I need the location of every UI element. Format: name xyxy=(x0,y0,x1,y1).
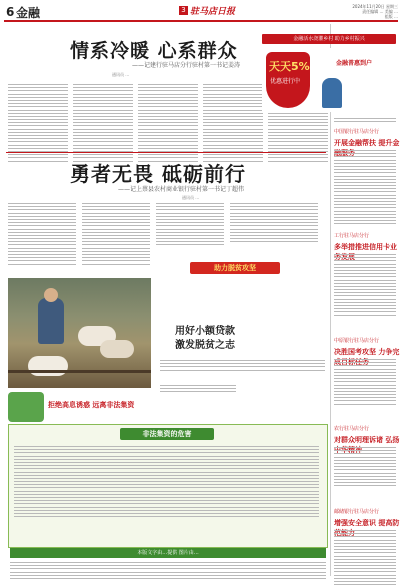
story3-tag: 中原银行驻马店分行 xyxy=(334,338,380,344)
article2-title: 勇者无畏 砥砺前行 xyxy=(70,162,246,186)
photo-goat-2 xyxy=(100,340,134,358)
photo-person xyxy=(38,298,64,344)
header-date: 2024年11月20日 星期三 责任编辑 … 美编 … 组版 … xyxy=(352,4,398,19)
feature-title: 用好小额贷款 激发脱贫之志 xyxy=(175,326,235,351)
story5-title: 增强安全意识 提高防 xyxy=(334,519,400,527)
sidebar-promo xyxy=(262,48,396,112)
notice-footer: 本版文字由…提供 图片由… xyxy=(10,548,326,558)
photo-goat-3 xyxy=(28,356,68,376)
feature-body-col1 xyxy=(160,385,236,395)
notice-bottom-text xyxy=(10,562,326,581)
article1-byline: 通讯员 … xyxy=(112,72,130,77)
story4-tag: 农行驻马店分行 xyxy=(334,426,370,432)
header-rule xyxy=(4,20,398,22)
promo-person xyxy=(322,78,342,108)
article1-subtitle: ——记建行驻马店分行驻村第一书记姜涛 xyxy=(132,62,241,69)
story3-title: 决胜国考攻坚 力争完 xyxy=(334,348,400,356)
ribbon-banner: 助力脱贫攻坚 xyxy=(190,262,280,274)
article2-body-col4 xyxy=(230,203,318,244)
photo-person-head xyxy=(44,288,58,302)
photo-caption xyxy=(160,360,325,373)
story4-title: 对群众明理诉诸 弘扬 xyxy=(334,436,400,444)
article2-byline: 通讯员 … xyxy=(182,195,200,200)
article1-title: 情系冷暖 心系群众 xyxy=(70,40,238,62)
promo-text: 天天5% xyxy=(269,60,310,73)
sidebar-banner: 金融活水浇灌乡村 助力乡村振兴 xyxy=(262,34,396,44)
story4-body xyxy=(334,447,396,488)
promo-sub: 优惠进行中 xyxy=(270,78,301,85)
story3-body xyxy=(334,359,396,407)
story2-tag: 工行驻马店分行 xyxy=(334,233,370,239)
paper-logo xyxy=(176,4,238,16)
story1-tag: 中国银行驻马店分行 xyxy=(334,129,380,135)
notice-banner: 拒绝高息诱惑 远离非法集资 xyxy=(48,401,135,409)
page-number: 6 xyxy=(6,5,15,19)
notice-icon xyxy=(8,392,44,422)
article2-body-col2 xyxy=(82,203,150,267)
section-title: 金融 xyxy=(16,6,41,20)
story5-body xyxy=(334,530,396,587)
paper-name: 驻马店日报 xyxy=(190,6,236,17)
story5-tag: 邮储银行驻马店分行 xyxy=(334,509,380,515)
promo-right: 金融普惠到户 xyxy=(336,60,373,67)
sidebar-intro-text xyxy=(334,118,396,124)
story1-body xyxy=(334,150,396,227)
article2-subtitle: ——记上蔡县农村商业银行驻村第一书记丁超伟 xyxy=(118,186,245,193)
article1-divider xyxy=(6,152,326,153)
logo-mark: 3 xyxy=(179,6,188,15)
story2-body xyxy=(334,254,396,318)
story2-title: 多举措推进信用卡业 xyxy=(334,243,397,251)
article2-body-col3 xyxy=(156,203,224,248)
article2-body-col1 xyxy=(8,203,76,267)
story1-title: 开展金融帮扶 提升金 xyxy=(334,139,400,147)
photo-fence xyxy=(8,370,151,373)
farm-photo xyxy=(8,278,151,388)
notice-body xyxy=(14,446,319,519)
notice-box-title: 非法集资的危害 xyxy=(120,428,214,440)
